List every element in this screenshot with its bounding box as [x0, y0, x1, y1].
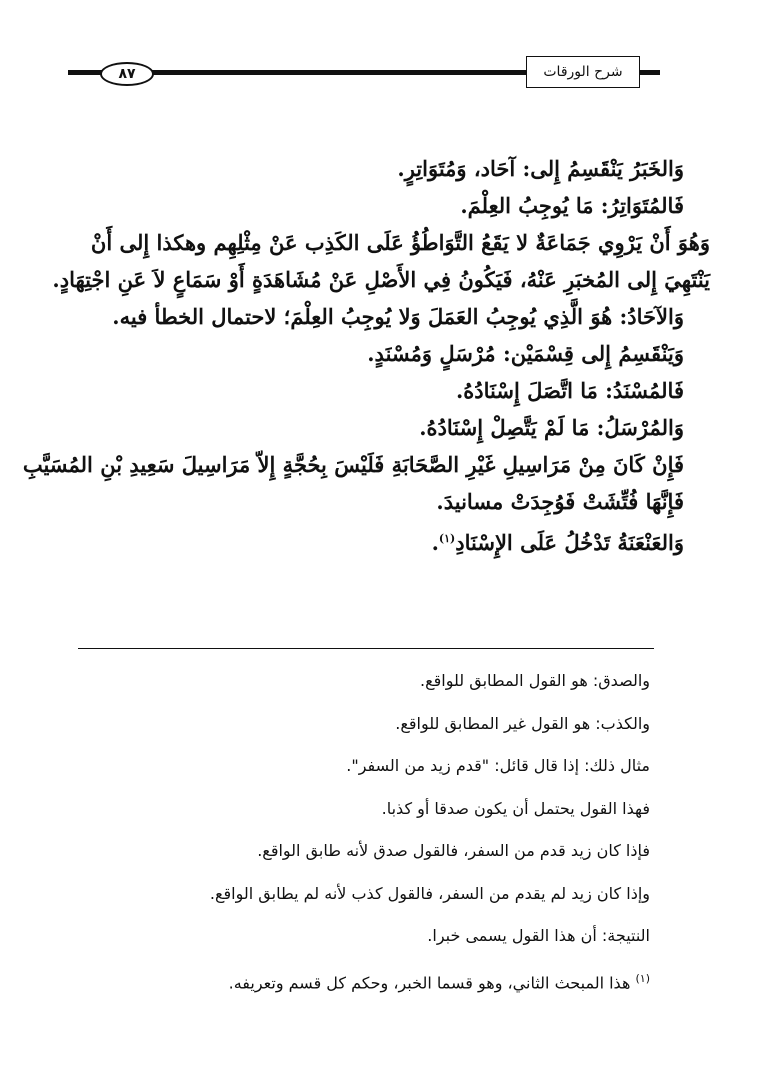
text-line: وَهُوَ أَنْ يَرْوِي جَمَاعَةٌ لا يَقَعُ التَّوَاطُؤُ عَلَى الكَذِب عَنْ مِثْلِهِم وهكذا إِلى أَنْ: [90, 230, 710, 255]
running-title: شرح الورقات: [526, 56, 640, 88]
note-line: والصدق: هو القول المطابق للواقع.: [420, 671, 650, 690]
text-line: فَالمُتَوَاتِرُ: مَا يُوجِبُ العِلْمَ.: [460, 193, 684, 218]
text-line: فَالمُسْنَدُ: مَا اتَّصَلَ إِسْنَادُهُ.: [455, 378, 684, 403]
footnote-text: هذا المبحث الثاني، وهو قسما الخبر، وحكم كل قسم وتعريفه.: [228, 972, 631, 992]
text-line: وَالمُرْسَلُ: مَا لَمْ يَتَّصِلْ إِسْنَادُهُ.: [419, 415, 684, 440]
footnote-reference: (١): [438, 532, 456, 545]
note-line: فإذا كان زيد قدم من السفر، فالقول صدق لأنه طابق الواقع.: [257, 841, 650, 860]
text-line: وَالعَنْعَنَةُ تَدْخُلُ عَلَى الإِسْنَادِ: [455, 530, 684, 555]
note-line: مثال ذلك: إذا قال قائل: "قدم زيد من السفر".: [346, 756, 650, 775]
text-line: يَنْتَهِيَ إِلى المُخبَرِ عَنْهُ، فَيَكُونُ فِي الأَصْلِ عَنْ مُشَاهَدَةٍ أَوْ سَمَاعٍ لاَ عَنِ اجْتِهَادٍ.: [52, 267, 710, 292]
page-number: ٨٧: [100, 62, 154, 86]
note-line: النتيجة: أن هذا القول يسمى خبرا.: [427, 926, 650, 945]
footnote: [60, 958, 650, 1005]
text-line: وَالخَبَرُ يَنْقَسِمُ إِلى: آحَاد، وَمُتَوَاتِرٍ.: [397, 156, 684, 181]
note-line: وإذا كان زيد لم يقدم من السفر، فالقول كذب لأنه لم يطابق الواقع.: [209, 883, 650, 903]
footnote-marker: (١): [635, 971, 650, 985]
text-line: وَالآحَادُ: هُوَ الَّذِي يُوجِبُ العَمَلَ وَلا يُوجِبُ العِلْمَ؛ لاحتمال الخطأ فيه.: [112, 304, 684, 329]
note-line: والكذب: هو القول غير المطابق للواقع.: [395, 713, 650, 733]
note-line: فهذا القول يحتمل أن يكون صدقا أو كذبا.: [381, 798, 650, 818]
text-line-with-footnote: وَالعَنْعَنَةُ تَدْخُلُ عَلَى الإِسْنَادِ$^{(١)}$.: [431, 530, 684, 555]
notes-section: [60, 660, 650, 1004]
text-line: فَإِنَّهَا فُتِّشَتْ فَوُجِدَتْ مسانيدَ.: [436, 489, 684, 514]
page-header: [0, 0, 758, 100]
text-line: وَيَنْقَسِمُ إِلى قِسْمَيْن: مُرْسَلٍ وَمُسْنَدٍ.: [367, 341, 684, 366]
header-rule-end: [640, 70, 660, 75]
text-line: فَإِنْ كَانَ مِنْ مَرَاسِيلِ غَيْرِ الصَّحَابَةِ فَلَيْسَ بِحُجَّةٍ إِلاّ مَرَاسِيلَ سَعِيدِ بْنِ المُسَيَّبِ: [22, 452, 684, 477]
main-text: [22, 150, 710, 561]
footnote-separator: [78, 648, 654, 649]
